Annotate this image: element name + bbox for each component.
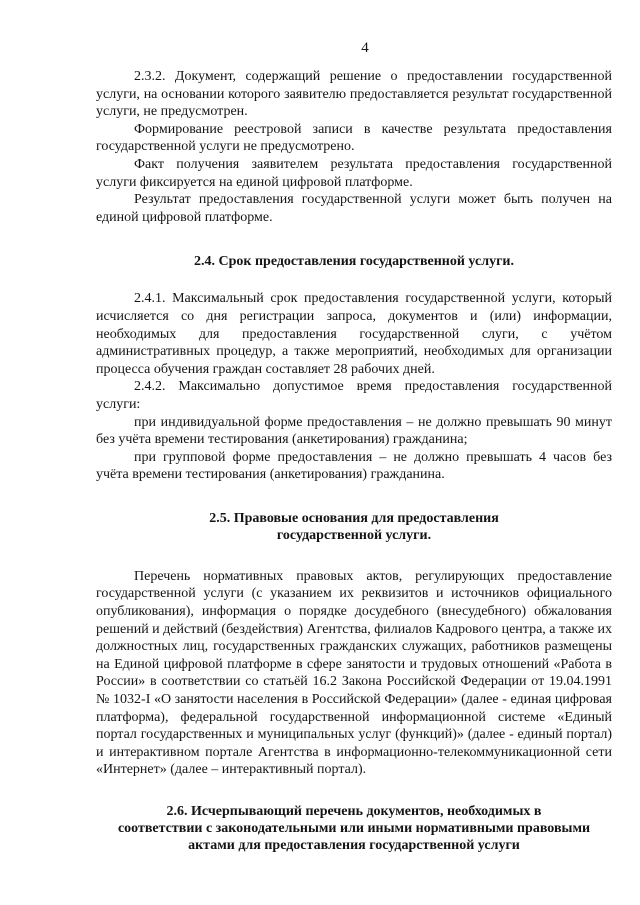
heading-2-6-line-3: актами для предоставления государственной услуги <box>188 838 520 853</box>
paragraph-result-platform: Результат предоставления государственной услуги может быть получен на единой цифровой платформе. <box>96 192 612 225</box>
page-number: 4 <box>361 40 369 56</box>
paragraph-2-4-2: 2.4.2. Максимально допустимое время предоставления государственной услуги: <box>96 379 612 412</box>
document-body <box>96 68 612 854</box>
paragraph-2-3-2: 2.3.2. Документ, содержащий решение о предоставлении государственной услуги, на основании которого заявителю предоставляется результат государственной услуги, не предусмотрен. <box>96 69 612 120</box>
paragraph-registry-record: Формирование реестровой записи в качестве результата предоставления государственной услуги не предусмотрено. <box>96 121 612 155</box>
heading-2-5-line-1: 2.5. Правовые основания для предоставления <box>209 510 499 526</box>
heading-2-6-line-2: соответствии с законодательными или иными нормативными правовыми <box>117 821 591 836</box>
heading-2-5-line-2: государственной услуги. <box>276 527 432 543</box>
heading-2-5 <box>144 510 564 544</box>
heading-2-6 <box>96 803 612 854</box>
paragraph-individual-form: при индивидуальной форме предоставления – не должно превышать 90 минут без учёта времени тестирования (анкетирования) гражданина; <box>96 414 612 448</box>
paragraph-2-4-1: 2.4.1. Максимальный срок предоставления государственной услуги, который исчисляется со дня регистрации запроса, документов и (или) информации, необходимых для предоставления государственной слуги, с учётом административных процедур, а также мероприятий, необходимых для организации процесса обучения граждан составляет 28 рабочих дней. <box>96 291 612 377</box>
paragraph-group-form: при групповой форме предоставления – не должно превышать 4 часов без учёта времени тестирования (анкетирования) гражданина. <box>96 449 612 483</box>
paragraph-legal-acts: Перечень нормативных правовых актов, регулирующих предоставление государственной услуги (с указанием их реквизитов и источников официального опубликования), информация о порядке досудебного (внесудебного) обжалования решений и действий (бездействия) Агентства, филиалов Кадрового центра, а также их должностных лиц, государственных гражданских служащих, работников размещены на Единой цифровой платформе в сфере занятости и трудовых отношений «Работа в России» в соответствии со статьёй 16.2 Закона Российской Федерации от 19.04.1991 № 1032-I «О занятости населения в Российской Федерации» (далее - единая цифровая платформа), федеральной государственной информационной системе «Единый портал государственных и муниципальных услуг (функций)» (далее - единый портал) и интерактивном портале Агентства в информационно-телекоммуникационной сети «Интернет» (далее – интерактивный портал). <box>96 568 612 778</box>
heading-2-6-line-1: 2.6. Исчерпывающий перечень документов, необходимых в <box>166 804 542 819</box>
heading-2-4: 2.4. Срок предоставления государственной услуги. <box>194 254 514 270</box>
paragraph-receipt-fact: Факт получения заявителем результата предоставления государственной услуги фиксируется на единой цифровой платформе. <box>96 156 612 190</box>
